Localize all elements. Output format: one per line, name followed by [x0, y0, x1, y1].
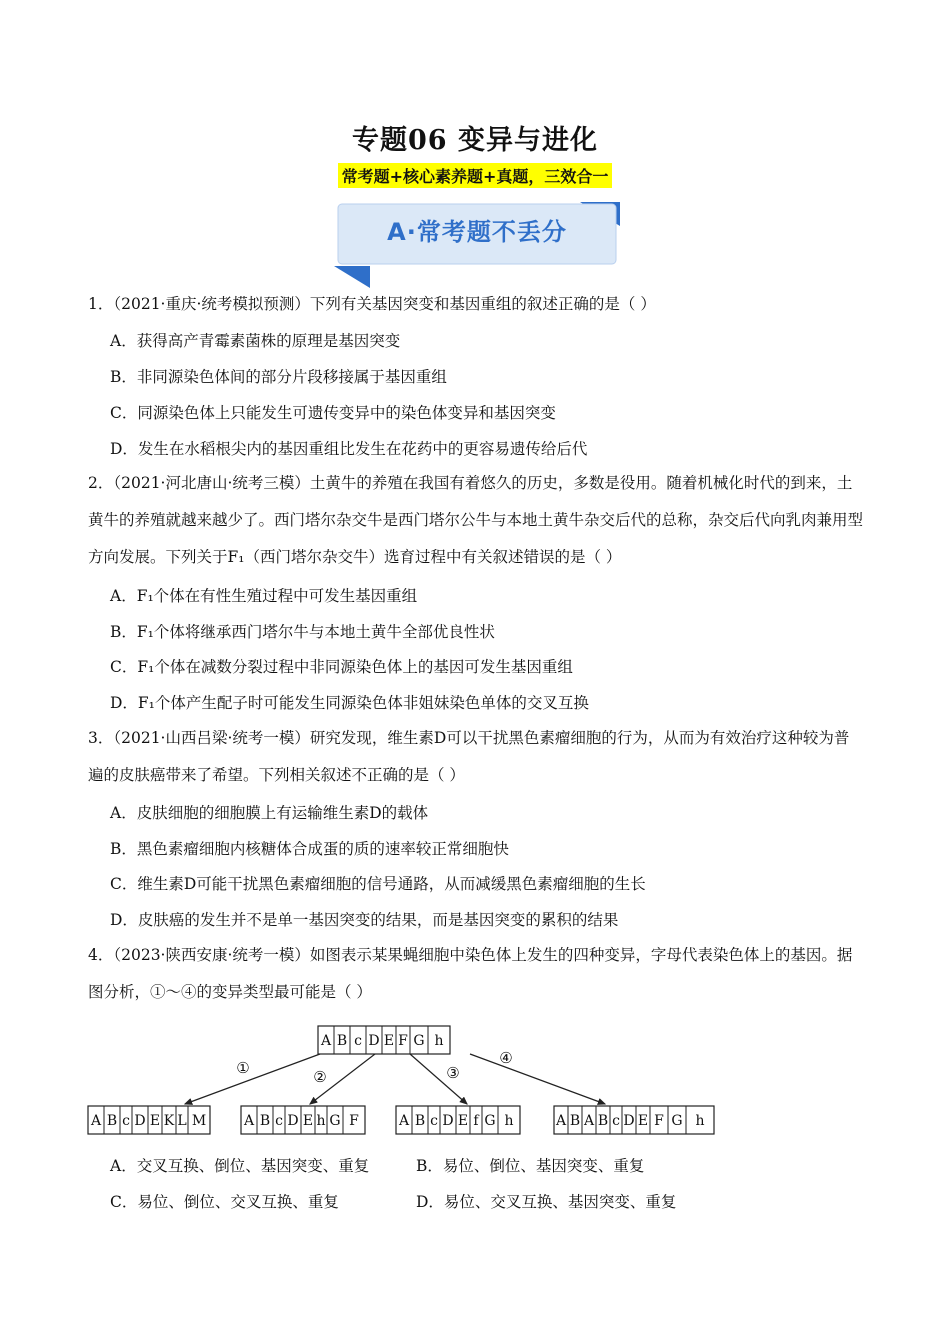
question-3-option-c: C．维生素D可能干扰黑色素瘤细胞的信号通路，从而减缓黑色素瘤细胞的生长 [110, 875, 646, 893]
gene-label: A [555, 1113, 567, 1129]
gene-label: G [484, 1113, 496, 1129]
gene-label: E [383, 1033, 395, 1049]
arrow-label: ① [236, 1059, 250, 1077]
gene-label: A [90, 1113, 102, 1129]
question-3-stem: 3．（2021·山西吕梁·统考一模）研究发现，维生素D可以干扰黑色素瘤细胞的行为，从而为有效治疗这种较为普遍的皮肤癌带来了希望。下列相关叙述不正确的是（ ） [88, 729, 850, 784]
gene-label: F [349, 1113, 359, 1129]
gene-label: B [569, 1113, 581, 1129]
variation-arrow [470, 1054, 605, 1104]
result-chromosome-1 [88, 1106, 210, 1134]
original-chromosome [318, 1026, 450, 1054]
gene-label: G [671, 1113, 683, 1129]
question-4-option-c: C．易位、倒位、交叉互换、重复 [110, 1193, 339, 1211]
gene-label: f [473, 1113, 479, 1129]
gene-label: h [434, 1033, 444, 1049]
arrow-label: ③ [446, 1064, 460, 1082]
gene-label: B [414, 1113, 426, 1129]
gene-label: E [457, 1113, 469, 1129]
gene-label: E [637, 1113, 649, 1129]
gene-label: A [398, 1113, 410, 1129]
question-4-option-a: A．交叉互换、倒位、基因突变、重复 [110, 1157, 370, 1175]
section-banner-label: A·常考题不丢分 [387, 218, 567, 246]
question-4-stem: 4．（2023·陕西安康·统考一模）如图表示某果蝇细胞中染色体上发生的四种变异，字母代表染色体上的基因。据图分析，①～④的变异类型最可能是（ ） [88, 946, 853, 1001]
gene-label: h [316, 1113, 326, 1129]
gene-label: c [430, 1113, 438, 1129]
gene-label: c [354, 1033, 362, 1049]
question-2-option-c: C．F₁个体在减数分裂过程中非同源染色体上的基因可发生基因重组 [110, 658, 573, 676]
gene-label: c [275, 1113, 283, 1129]
gene-label: h [504, 1113, 514, 1129]
gene-label: F [398, 1033, 408, 1049]
gene-label: A [320, 1033, 332, 1049]
question-2-option-d: D．F₁个体产生配子时可能发生同源染色体非姐妹染色单体的交叉互换 [110, 694, 589, 712]
result-chromosome-4 [554, 1106, 714, 1134]
gene-label: A [243, 1113, 255, 1129]
subtitle-wrapper [0, 163, 950, 188]
page-subtitle: 常考题+核心素养题+真题，三效合一 [338, 163, 613, 188]
gene-label: A [583, 1113, 595, 1129]
gene-label: B [259, 1113, 271, 1129]
gene-label: B [597, 1113, 609, 1129]
chromosome-variation-diagram [85, 1022, 755, 1142]
question-1-option-a: A．获得高产青霉素菌株的原理是基因突变 [110, 332, 401, 350]
gene-label: K [163, 1113, 175, 1129]
question-3-option-b: B．黑色素瘤细胞内核糖体合成蛋的质的速率较正常细胞快 [110, 840, 509, 858]
question-1-option-b: B．非同源染色体间的部分片段移接属于基因重组 [110, 368, 447, 386]
question-3-option-a: A．皮肤细胞的细胞膜上有运输维生素D的载体 [110, 804, 429, 822]
question-2-option-b: B．F₁个体将继承西门塔尔牛与本地土黄牛全部优良性状 [110, 623, 495, 641]
gene-label: h [695, 1113, 705, 1129]
gene-label: G [413, 1033, 425, 1049]
gene-label: M [191, 1113, 207, 1129]
gene-label: c [612, 1113, 620, 1129]
question-4-option-b: B．易位、倒位、基因突变、重复 [416, 1157, 645, 1175]
arrow-label: ② [313, 1068, 327, 1086]
question-2-stem: 2．（2021·河北唐山·统考三模）土黄牛的养殖在我国有着悠久的历史，多数是役用。随着机械化时代的到来，土黄牛的养殖就越来越少了。西门塔尔杂交牛是西门塔尔公牛与本地土黄牛杂交后代的总称，杂交后代向乳肉兼用型方向发展。下列关于F₁（西门塔尔杂交牛）选育过程中有关叙述错误的是（ ） [88, 474, 864, 566]
gene-label: E [149, 1113, 161, 1129]
gene-label: G [329, 1113, 341, 1129]
gene-label: F [654, 1113, 664, 1129]
question-4-option-d: D．易位、交叉互换、基因突变、重复 [416, 1193, 677, 1211]
gene-label: B [336, 1033, 348, 1049]
arrow-label: ④ [499, 1049, 513, 1067]
gene-label: D [134, 1113, 146, 1129]
gene-label: D [287, 1113, 299, 1129]
question-2-option-a: A．F₁个体在有性生殖过程中可发生基因重组 [110, 587, 418, 605]
result-chromosome-3 [396, 1106, 520, 1134]
gene-label: D [623, 1113, 635, 1129]
gene-label: E [302, 1113, 314, 1129]
question-1-option-c: C．同源染色体上只能发生可遗传变异中的染色体变异和基因突变 [110, 404, 556, 422]
question-1-stem: 1．（2021·重庆·统考模拟预测）下列有关基因突变和基因重组的叙述正确的是（ ） [88, 295, 656, 313]
question-3-option-d: D．皮肤癌的发生并不是单一基因突变的结果，而是基因突变的累积的结果 [110, 911, 619, 929]
page-title: 专题06 变异与进化 [352, 125, 598, 156]
result-chromosome-2 [241, 1106, 365, 1134]
gene-label: B [106, 1113, 118, 1129]
gene-label: D [368, 1033, 380, 1049]
diagram-content [88, 1026, 714, 1134]
gene-label: D [442, 1113, 454, 1129]
question-1-option-d: D．发生在水稻根尖内的基因重组比发生在花药中的更容易遗传给后代 [110, 440, 588, 458]
gene-label: c [122, 1113, 130, 1129]
variation-arrow [185, 1054, 320, 1104]
gene-label: L [177, 1113, 187, 1129]
